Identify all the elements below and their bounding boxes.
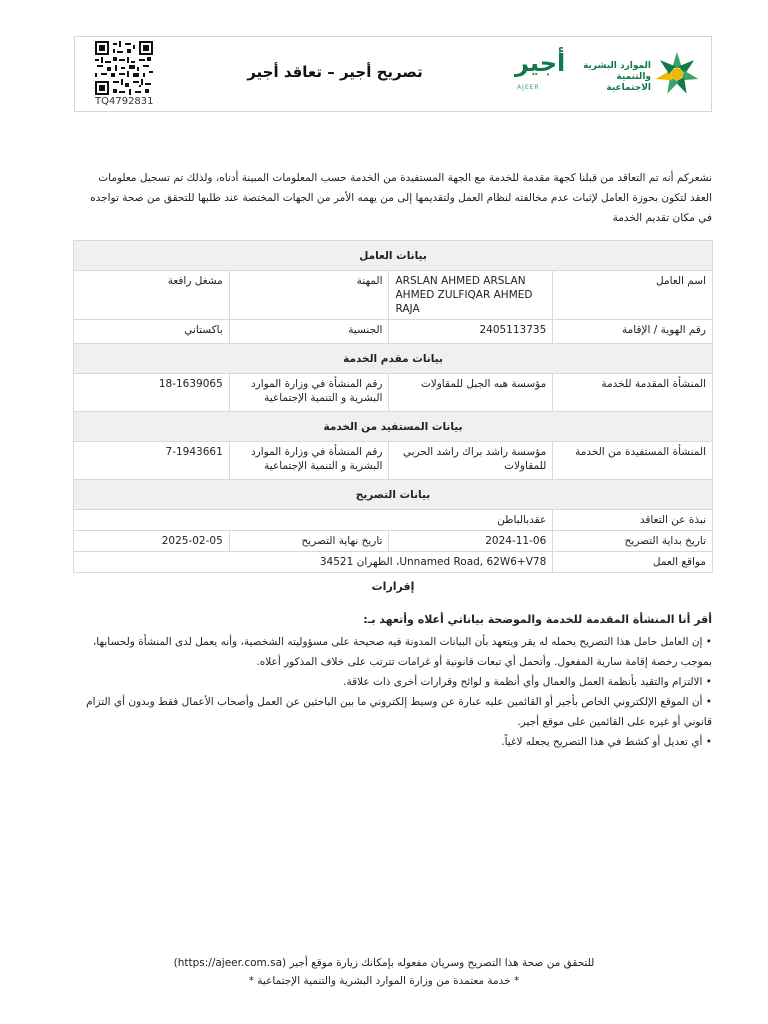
ministry-logo-text bbox=[575, 61, 651, 94]
declarations-title: إقرارات bbox=[371, 580, 415, 593]
beneficiary-entity-value: مؤسسة راشد براك راشد الحربي للمقاولات bbox=[389, 442, 553, 480]
worker-name-text: ARSLAN AHMED ARSLAN AHMED ZULFIQAR AHMED RAJA bbox=[395, 275, 533, 315]
table-row bbox=[74, 552, 713, 573]
qr-code-id: TQ4792831 bbox=[95, 96, 154, 107]
contract-summary-label: نبذة عن التعاقد bbox=[553, 510, 713, 531]
list-item: • إن العامل حامل هذا التصريح يحمله له يقر ويتعهد بأن البيانات المدونة فيه صحيحة على مسؤوليته الشخصية، وأنه يعمل لدى المنشأة ولحسابها، بموجب رخصة إقامة سارية المفعول. وأتحمل أي تبعات قانونية أو غرامات تترتب على خلاف المذكور أعلاه. bbox=[74, 632, 712, 672]
provider-entity-label: المنشأة المقدمة للخدمة bbox=[553, 374, 713, 412]
contract-summary-value: عقدبالباطن bbox=[74, 510, 553, 531]
worker-section-row bbox=[74, 241, 713, 271]
ajeer-logo-text: أجير bbox=[515, 49, 566, 77]
table-row bbox=[74, 442, 713, 480]
document-header bbox=[74, 36, 712, 112]
start-date-label: تاريخ بداية التصريح bbox=[553, 531, 713, 552]
footer-verify-line: للتحقق من صحة هذا التصريح وسريان مفعوله بإمكانك زيارة موقع أجير (https://ajeer.com.sa) bbox=[173, 957, 595, 969]
nationality-label: الجنسية bbox=[229, 320, 389, 344]
provider-entity-value: مؤسسة هبه الجبل للمقاولات bbox=[389, 374, 553, 412]
locations-label: مواقع العمل bbox=[553, 552, 713, 573]
ministry-star-logo-icon bbox=[653, 51, 701, 97]
profession-value: مشغل رافعة bbox=[74, 271, 230, 320]
table-row bbox=[74, 531, 713, 552]
nationality-value: باكستاني bbox=[74, 320, 230, 344]
worker-name-label: اسم العامل bbox=[553, 271, 713, 320]
ministry-logo-line2: والتنمية الاجتماعية bbox=[606, 72, 651, 93]
end-date-label: تاريخ نهاية التصريح bbox=[229, 531, 389, 552]
locations-value: Unnamed Road, 62W6+V78، الظهران 34521 bbox=[74, 552, 553, 573]
provider-number-value: 18-1639065 bbox=[74, 374, 230, 412]
table-row bbox=[74, 510, 713, 531]
provider-section-title: بيانات مقدم الخدمة bbox=[74, 344, 713, 374]
list-item: • الالتزام والتقيد بأنظمة العمل والعمال وأي أنظمة و لوائح وقرارات أخرى ذات علاقة. bbox=[74, 672, 712, 692]
beneficiary-entity-label: المنشأة المستفيدة من الخدمة bbox=[553, 442, 713, 480]
beneficiary-number-value: 7-1943661 bbox=[74, 442, 230, 480]
worker-section-title: بيانات العامل bbox=[74, 241, 713, 271]
intro-paragraph: نشعركم أنه تم التعاقد من قبلنا كجهة مقدمة للخدمة مع الجهة المستفيدة من الخدمة حسب المعلومات المبينة أدناه، ولذلك تم تسجيل معلومات العقد لتكون بحوزة العامل لإثبات عدم مخالفته لنظام العمل ولتقديمها إلى من يهمه الأمر من الجهات المختصة عند طلبها للتحقق من صحة تواجده في مكان تقديم الخدمة bbox=[90, 172, 712, 224]
document-footer bbox=[74, 954, 694, 990]
beneficiary-number-label: رقم المنشأة في وزارة الموارد البشرية و التنمية الإجتماعية bbox=[229, 442, 389, 480]
qr-code-icon bbox=[95, 41, 153, 95]
provider-number-label: رقم المنشأة في وزارة الموارد البشرية و التنمية الإجتماعية bbox=[229, 374, 389, 412]
ministry-logo-line1: الموارد البشرية bbox=[583, 61, 651, 71]
end-date-value: 2025-02-05 bbox=[74, 531, 230, 552]
table-row bbox=[74, 374, 713, 412]
worker-name-value bbox=[389, 271, 553, 320]
start-date-value: 2024-11-06 bbox=[389, 531, 553, 552]
declarations-list bbox=[74, 632, 712, 752]
id-label: رقم الهوية / الإقامة bbox=[553, 320, 713, 344]
profession-label: المهنة bbox=[229, 271, 389, 320]
qr-block bbox=[95, 41, 157, 108]
id-value: 2405113735 bbox=[389, 320, 553, 344]
table-row bbox=[74, 320, 713, 344]
beneficiary-section-title: بيانات المستفيد من الخدمة bbox=[74, 412, 713, 442]
ajeer-logo-sub: AJEER bbox=[517, 84, 540, 91]
permit-info-table bbox=[73, 240, 713, 573]
provider-section-row bbox=[74, 344, 713, 374]
page-title: تصريح أجير – تعاقد أجير bbox=[247, 63, 423, 81]
declarations-lead: أقر أنا المنشأة المقدمة للخدمة والموضحة بياناتي أعلاه وأتعهد بـ: bbox=[363, 613, 712, 626]
permit-section-row bbox=[74, 480, 713, 510]
footer-service-line: * خدمة معتمدة من وزارة الموارد البشرية والتنمية الإجتماعية * bbox=[248, 975, 520, 987]
beneficiary-section-row bbox=[74, 412, 713, 442]
list-item: • أن الموقع الإلكتروني الخاص بأجير أو القائمين عليه عبارة عن وسيط إلكتروني ما بين الباحثين عن العمل وأصحاب الأعمال فقط وبدون أي التزام قانوني أو غيره على القائمين على موقع أجير. bbox=[74, 692, 712, 732]
declarations-block bbox=[74, 610, 712, 752]
list-item: • أي تعديل أو كشط في هذا التصريح يجعله لاغياً. bbox=[74, 732, 712, 752]
table-row bbox=[74, 271, 713, 320]
permit-section-title: بيانات التصريح bbox=[74, 480, 713, 510]
